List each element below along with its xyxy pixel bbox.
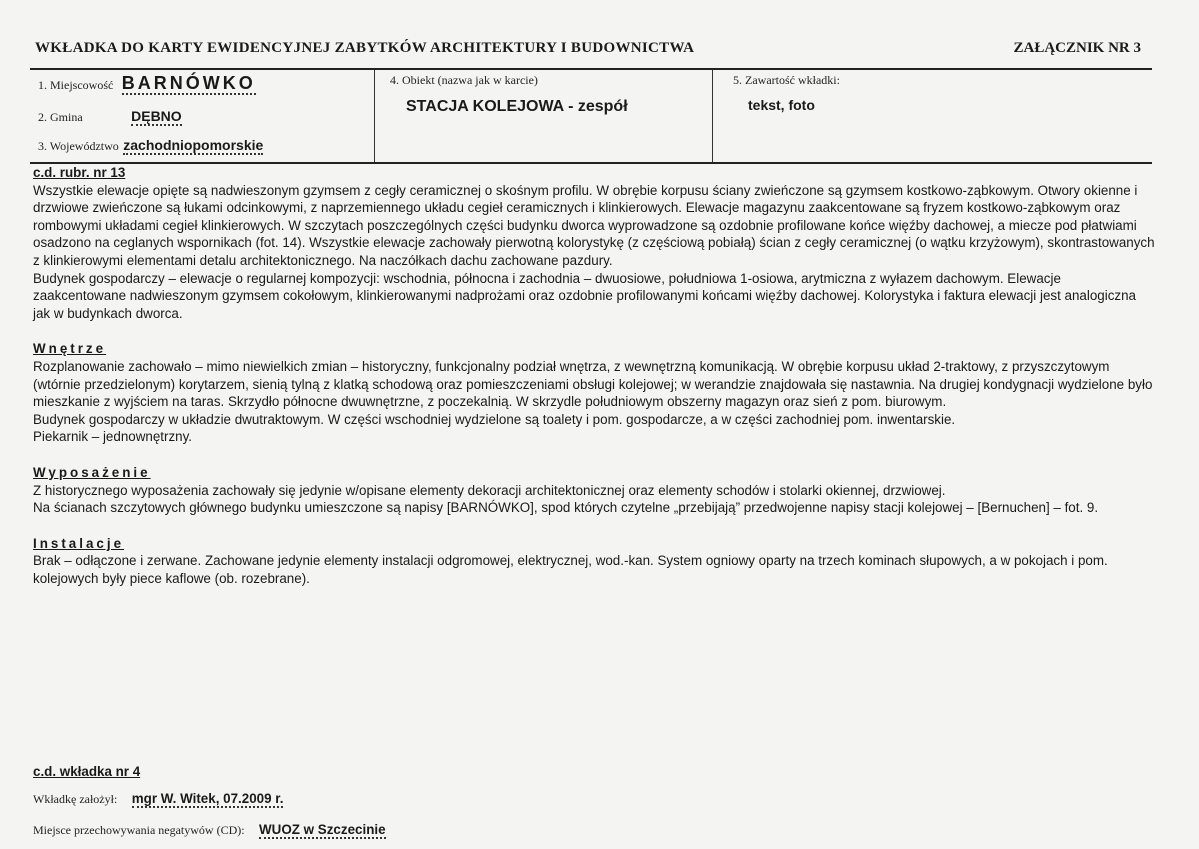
column-divider-1: [374, 70, 375, 162]
document-body: [33, 164, 1155, 587]
object-label: 4. Obiekt (nazwa jak w karcie): [390, 73, 538, 87]
commune-field: [38, 108, 182, 126]
rubric-reference: c.d. rubr. nr 13: [33, 165, 126, 180]
furnishings-heading: Wyposażenie: [33, 464, 151, 480]
locality-value: BARNÓWKO: [121, 73, 256, 93]
storage-value: WUOZ w Szczecinie: [259, 822, 386, 837]
contents-value: tekst, foto: [748, 97, 815, 113]
locality-label: 1. Miejscowość: [38, 78, 114, 92]
voivodeship-value: zachodniopomorskie: [123, 137, 264, 153]
storage-label: Miejsce przechowywania negatywów (CD):: [33, 823, 245, 837]
contents-label: 5. Zawartość wkładki:: [733, 73, 840, 87]
furnishings-paragraph-1: Z historycznego wyposażenia zachowały się jedynie w/opisane elementy dekoracji architektonicznej oraz elementy schodów i stolarki okiennej, drzwiowej.: [33, 482, 946, 498]
document-title: WKŁADKA DO KARTY EWIDENCYJNEJ ZABYTKÓW ARCHITEKTURY I BUDOWNICTWA: [35, 40, 695, 56]
voivodeship-field: [38, 137, 263, 155]
facade-paragraph: Wszystkie elewacje opięte są nadwieszonym gzymsem z cegły ceramicznej o skośnym profilu. W obrębie korpusu ściany zwieńczone są gzymsem kostkowo-ząbkowym. Otwory okienne i drzwiowe zwieńczone są łukami odcinkowymi, z naprzemiennego układu cegieł ceramicznych i klinkierowych. Elewacje magazynu zaakcentowane są fryzem kostkowo-ząbkowym oraz rombowymi układami cegieł klinkierowych. W szczytach poszczególnych części budynku dworca wyprowadzone są ozdobnie profilowane końce więźby dachowej, a miecze pod płatwiami osadzono na ceglanych wspornikach (fot. 14). Wszystkie elewacje zachowały pierwotną kolorystykę (z częściową pobiałą) ścian z cegły ceramicznej (o wątku krzyżowym), skontrastowanych z klinkierowymi elementami detalu architektonicznego. Na naczółkach dachu zachowane pazdury.: [33, 182, 1155, 268]
next-insert-reference: c.d. wkładka nr 4: [33, 764, 141, 779]
installations-paragraph: Brak – odłączone i zerwane. Zachowane jedynie elementy instalacji odgromowej, elektrycznej, wod.-kan. System ogniowy oparty na trzech kominach słupowych, a w pokojach i pom. kolejowych były piece kaflowe (ob. rozebrane).: [33, 553, 1108, 586]
column-divider-2: [712, 70, 713, 162]
locality-field: [38, 73, 256, 94]
interior-paragraph-2: Budynek gospodarczy w układzie dwutraktowym. W części wschodniej wydzielone są toalety i pom. gospodarcze, a w części zachodniej pom. inwentarskie.: [33, 411, 956, 427]
storage-line: [33, 821, 386, 839]
voivodeship-label: 3. Województwo: [38, 139, 119, 153]
interior-paragraph-1: Rozplanowanie zachowało – mimo niewielkich zmian – historyczny, funkcjonalny podział wnętrza, z wewnętrzną komunikacją. W obrębie korpusu układ 2-traktowy, z przyszczytowym (wtórnie przedzielonym) korytarzem, sienią tylną z klatką schodową oraz pomieszczeniami obsługi kolejowej; w werandzie znajdowała się nastawnia. Na drugiej kondygnacji wydzielone było mieszkanie z wyjściem na taras. Skrzydło północne dwuwnętrzne, z poczekalnią. W skrzydle południowym obszerny magazyn oraz sień z pom. biurowym.: [33, 358, 1153, 410]
object-value: STACJA KOLEJOWA - zespół: [406, 98, 628, 115]
author-label: Wkładkę założył:: [33, 792, 118, 806]
installations-heading: Instalacje: [33, 535, 125, 551]
interior-paragraph-3: Piekarnik – jednownętrzny.: [33, 429, 193, 445]
annex-number: ZAŁĄCZNIK NR 3: [1013, 40, 1141, 56]
commune-label: 2. Gmina: [38, 110, 83, 124]
commune-value: DĘBNO: [131, 108, 182, 124]
furnishings-paragraph-2: Na ścianach szczytowych głównego budynku umieszczone są napisy [BARNÓWKO], spod których czytelne „przebijają” przedwojenne napisy stacji kolejowej – [Bernuchen] – fot. 9.: [33, 500, 1099, 516]
top-rule: [30, 68, 1152, 70]
author-value: mgr W. Witek, 07.2009 r.: [131, 791, 284, 806]
interior-heading: Wnętrze: [33, 341, 107, 357]
author-line: [33, 790, 283, 808]
outbuilding-facade-paragraph: Budynek gospodarczy – elewacje o regularnej kompozycji: wschodnia, północna i zachodnia – dwuosiowe, południowa 1-osiowa, arytmiczna z wyłazem dachowym. Elewacje zaakcentowane nadwieszonym gzymsem cokołowym, klinkierowanymi nadprożami oraz ozdobnie profilowanymi końcami więźby dachowej. Kolorystyka i faktura elewacji jest analogiczna jak w budynkach dworca.: [33, 270, 1136, 321]
